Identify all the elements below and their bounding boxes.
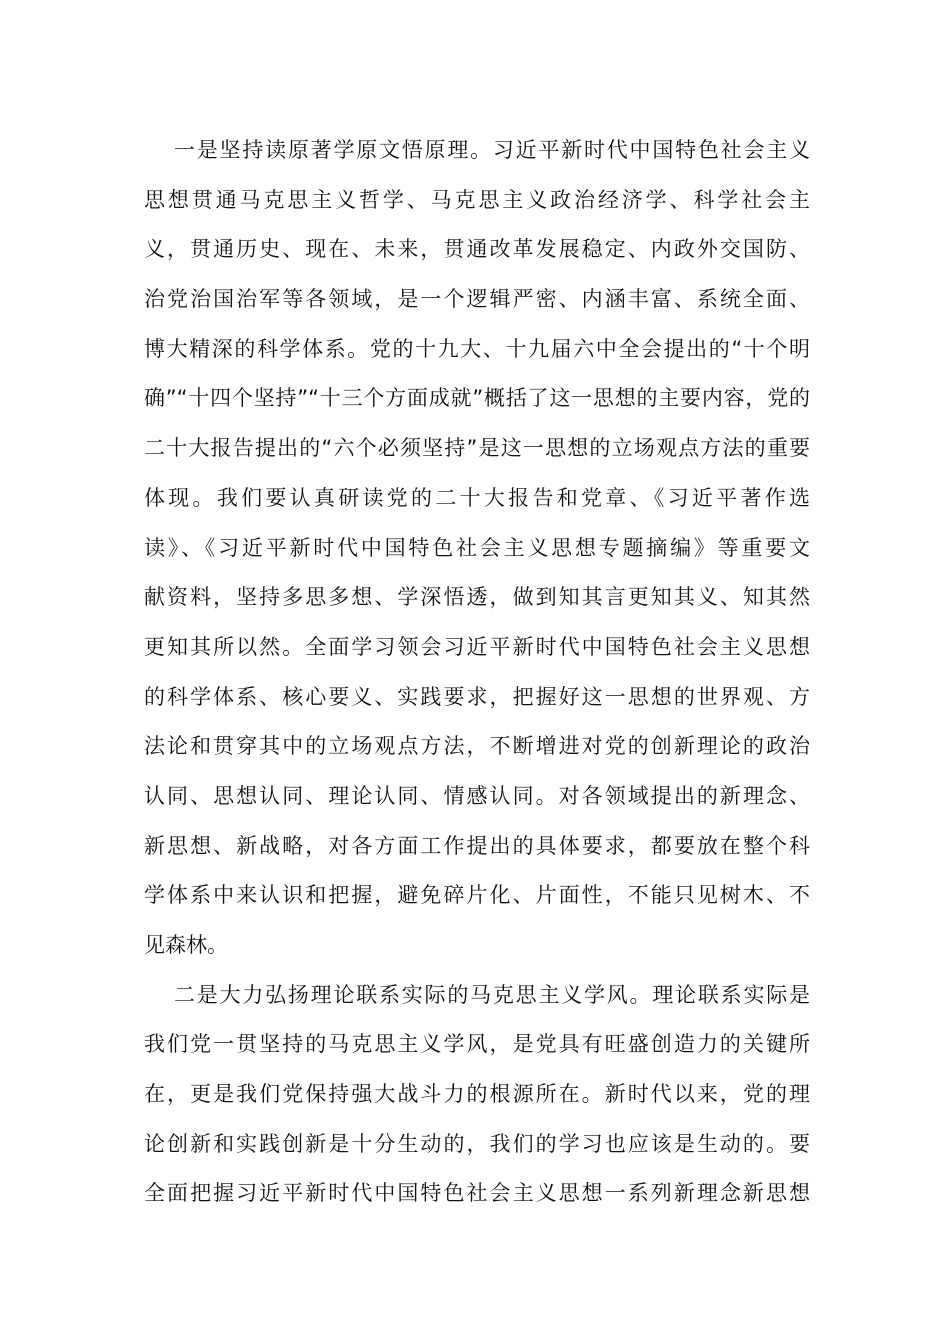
text-line: 新思想、新战略，对各方面工作提出的具体要求，都要放在整个科 (144, 833, 810, 858)
text-line: 学体系中来认识和把握，避免碎片化、片面性，不能只见树木、不 (144, 883, 810, 908)
text-line: 治党治国治军等各领域，是一个逻辑严密、内涵丰富、系统全面、 (144, 287, 810, 312)
paragraph-2 (144, 971, 810, 1219)
text-line: 确”“十四个坚持”“十三个方面成就”概括了这一思想的主要内容，党的 (144, 386, 810, 411)
text-line: 全面把握习近平新时代中国特色社会主义思想一系列新理念新思想 (144, 1181, 810, 1206)
text-line: 读》、《习近平新时代中国特色社会主义思想专题摘编》等重要文 (144, 535, 810, 560)
body-text (144, 126, 810, 1219)
text-line: 认同、思想认同、理论认同、情感认同。对各领域提出的新理念、 (144, 783, 810, 808)
text-line: 的科学体系、核心要义、实践要求，把握好这一思想的世界观、方 (144, 684, 810, 709)
text-line: 思想贯通马克思主义哲学、马克思主义政治经济学、科学社会主 (144, 187, 810, 212)
text-line: 法论和贯穿其中的立场观点方法，不断增进对党的创新理论的政治 (144, 734, 810, 759)
text-line: 博大精深的科学体系。党的十九大、十九届六中全会提出的“十个明 (144, 336, 810, 361)
text-line: 见森林。 (144, 933, 228, 957)
text-line: 献资料，坚持多思多想、学深悟透，做到知其言更知其义、知其然 (144, 585, 810, 610)
text-line: 体现。我们要认真研读党的二十大报告和党章、《习近平著作选 (144, 485, 810, 510)
text-line: 我们党一贯坚持的马克思主义学风，是党具有旺盛创造力的关键所 (144, 1032, 810, 1057)
text-line: 在，更是我们党保持强大战斗力的根源所在。新时代以来，党的理 (144, 1082, 810, 1107)
text-line: 二是大力弘扬理论联系实际的马克思主义学风。理论联系实际是 (174, 982, 810, 1007)
text-line: 二十大报告提出的“六个必须坚持”是这一思想的立场观点方法的重要 (144, 436, 810, 461)
paragraph-1 (144, 126, 810, 971)
text-line: 义，贯通历史、现在、未来，贯通改革发展稳定、内政外交国防、 (144, 237, 810, 262)
text-line: 论创新和实践创新是十分生动的，我们的学习也应该是生动的。要 (144, 1131, 810, 1156)
text-line: 更知其所以然。全面学习领会习近平新时代中国特色社会主义思想 (144, 634, 810, 659)
text-line: 一是坚持读原著学原文悟原理。习近平新时代中国特色社会主义 (174, 138, 810, 162)
